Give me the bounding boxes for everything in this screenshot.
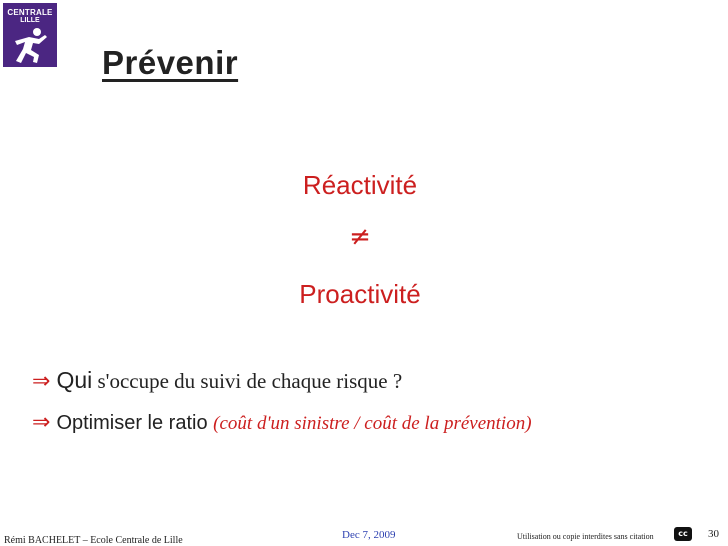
logo-line-1: CENTRALE: [7, 8, 53, 17]
centrale-lille-logo: [3, 3, 57, 67]
bullet-2-ratio: (coût d'un sinistre / coût de la prévention): [213, 413, 532, 434]
bullet-2-text: Optimiser le ratio: [56, 412, 214, 434]
reactivite-text: Réactivité: [302, 170, 418, 200]
proactivite-text: Proactivité: [299, 279, 421, 309]
slide-title: Prévenir: [102, 44, 239, 81]
page-number: 30: [708, 528, 719, 540]
arrow-icon: ⇒: [32, 369, 51, 394]
logo-line-2: LILLE: [20, 17, 40, 24]
running-figure-icon: [9, 27, 51, 65]
footer-author: Rémi BACHELET – Ecole Centrale de Lille: [4, 535, 183, 546]
footer-date: Dec 7, 2009: [342, 529, 396, 541]
bullet-1-text: s'occupe du suivi de chaque risque ?: [92, 369, 403, 393]
not-equal-symbol: ≠: [349, 222, 371, 252]
footer-rights-notice: Utilisation ou copie interdites sans citation: [517, 532, 654, 541]
creative-commons-icon: cc: [674, 527, 692, 541]
bullet-item-1: [32, 367, 402, 394]
bullet-item-2: [32, 410, 532, 435]
arrow-icon: ⇒: [32, 410, 51, 435]
bullet-1-keyword: Qui: [56, 367, 93, 393]
